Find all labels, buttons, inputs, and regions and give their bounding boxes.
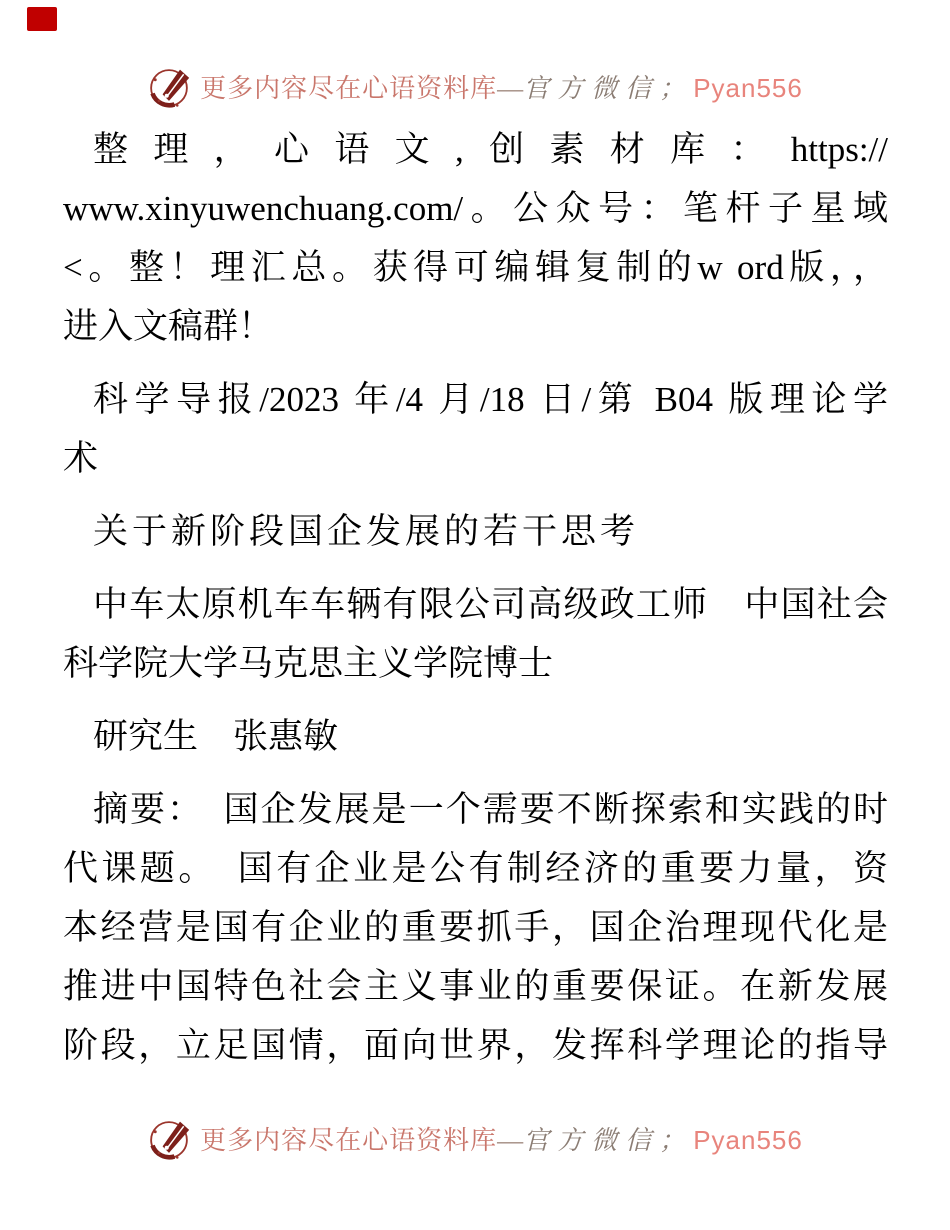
paragraph-source-info (63, 120, 888, 356)
brand-wechat-id: Pyan556 (693, 72, 803, 103)
footer-watermark (0, 1116, 950, 1164)
brand-site-text: 更多内容尽在心语资料库 (200, 1125, 498, 1155)
document-body (63, 120, 888, 1089)
article-title: 关于新阶段国企发展的若干思考 (93, 512, 640, 551)
text-line: 整理，心语文,创素材库：https:// (93, 130, 888, 169)
header-watermark-text (200, 66, 803, 111)
text-line: 科学院大学马克思主义学院博士 (63, 644, 554, 683)
paragraph-abstract (63, 780, 888, 1075)
text-line: <。整！理汇总。获得可编辑复制的w ord版，， (63, 248, 888, 287)
paragraph-publication-info (63, 370, 888, 488)
pen-nib-logo-icon (147, 66, 191, 110)
text-line: 本经营是国有企业的重要抓手，国企治理现代化是 (63, 908, 888, 947)
text-line: 摘要： 国企发展是一个需要不断探索和实践的时 (93, 790, 888, 829)
text-line: 推进中国特色社会主义事业的重要保证。在新发展 (63, 967, 888, 1006)
text-line: 中车太原机车车辆有限公司高级政工师 中国社会 (93, 585, 888, 624)
red-corner-marker (27, 7, 57, 31)
brand-wechat-id: Pyan556 (693, 1124, 803, 1155)
brand-wechat-label: 官方微信； (523, 73, 694, 103)
brand-dash: — (497, 73, 524, 103)
footer-watermark-text (200, 1118, 803, 1163)
paragraph-author-name (63, 707, 888, 766)
pen-nib-logo-icon (147, 1118, 191, 1162)
brand-site-text: 更多内容尽在心语资料库 (200, 73, 498, 103)
text-line: 代课题。 国有企业是公有制经济的重要力量，资 (63, 849, 888, 888)
paragraph-article-title (63, 502, 888, 561)
header-watermark (0, 64, 950, 112)
brand-dash: — (497, 1125, 524, 1155)
author-name-line: 研究生 张惠敏 (93, 717, 339, 756)
text-line: www.xinyuwenchuang.com/。公众号：笔杆子星域 (63, 189, 888, 228)
text-line: 科学导报/2023 年/4 月/18 日/第 B04 版理论学 (93, 380, 888, 419)
text-line: 阶段，立足国情，面向世界，发挥科学理论的指导 (63, 1026, 888, 1065)
brand-wechat-label: 官方微信； (523, 1125, 694, 1155)
paragraph-author-affiliation (63, 575, 888, 693)
text-line: 进入文稿群！ (63, 307, 274, 346)
text-line: 术 (63, 439, 99, 478)
